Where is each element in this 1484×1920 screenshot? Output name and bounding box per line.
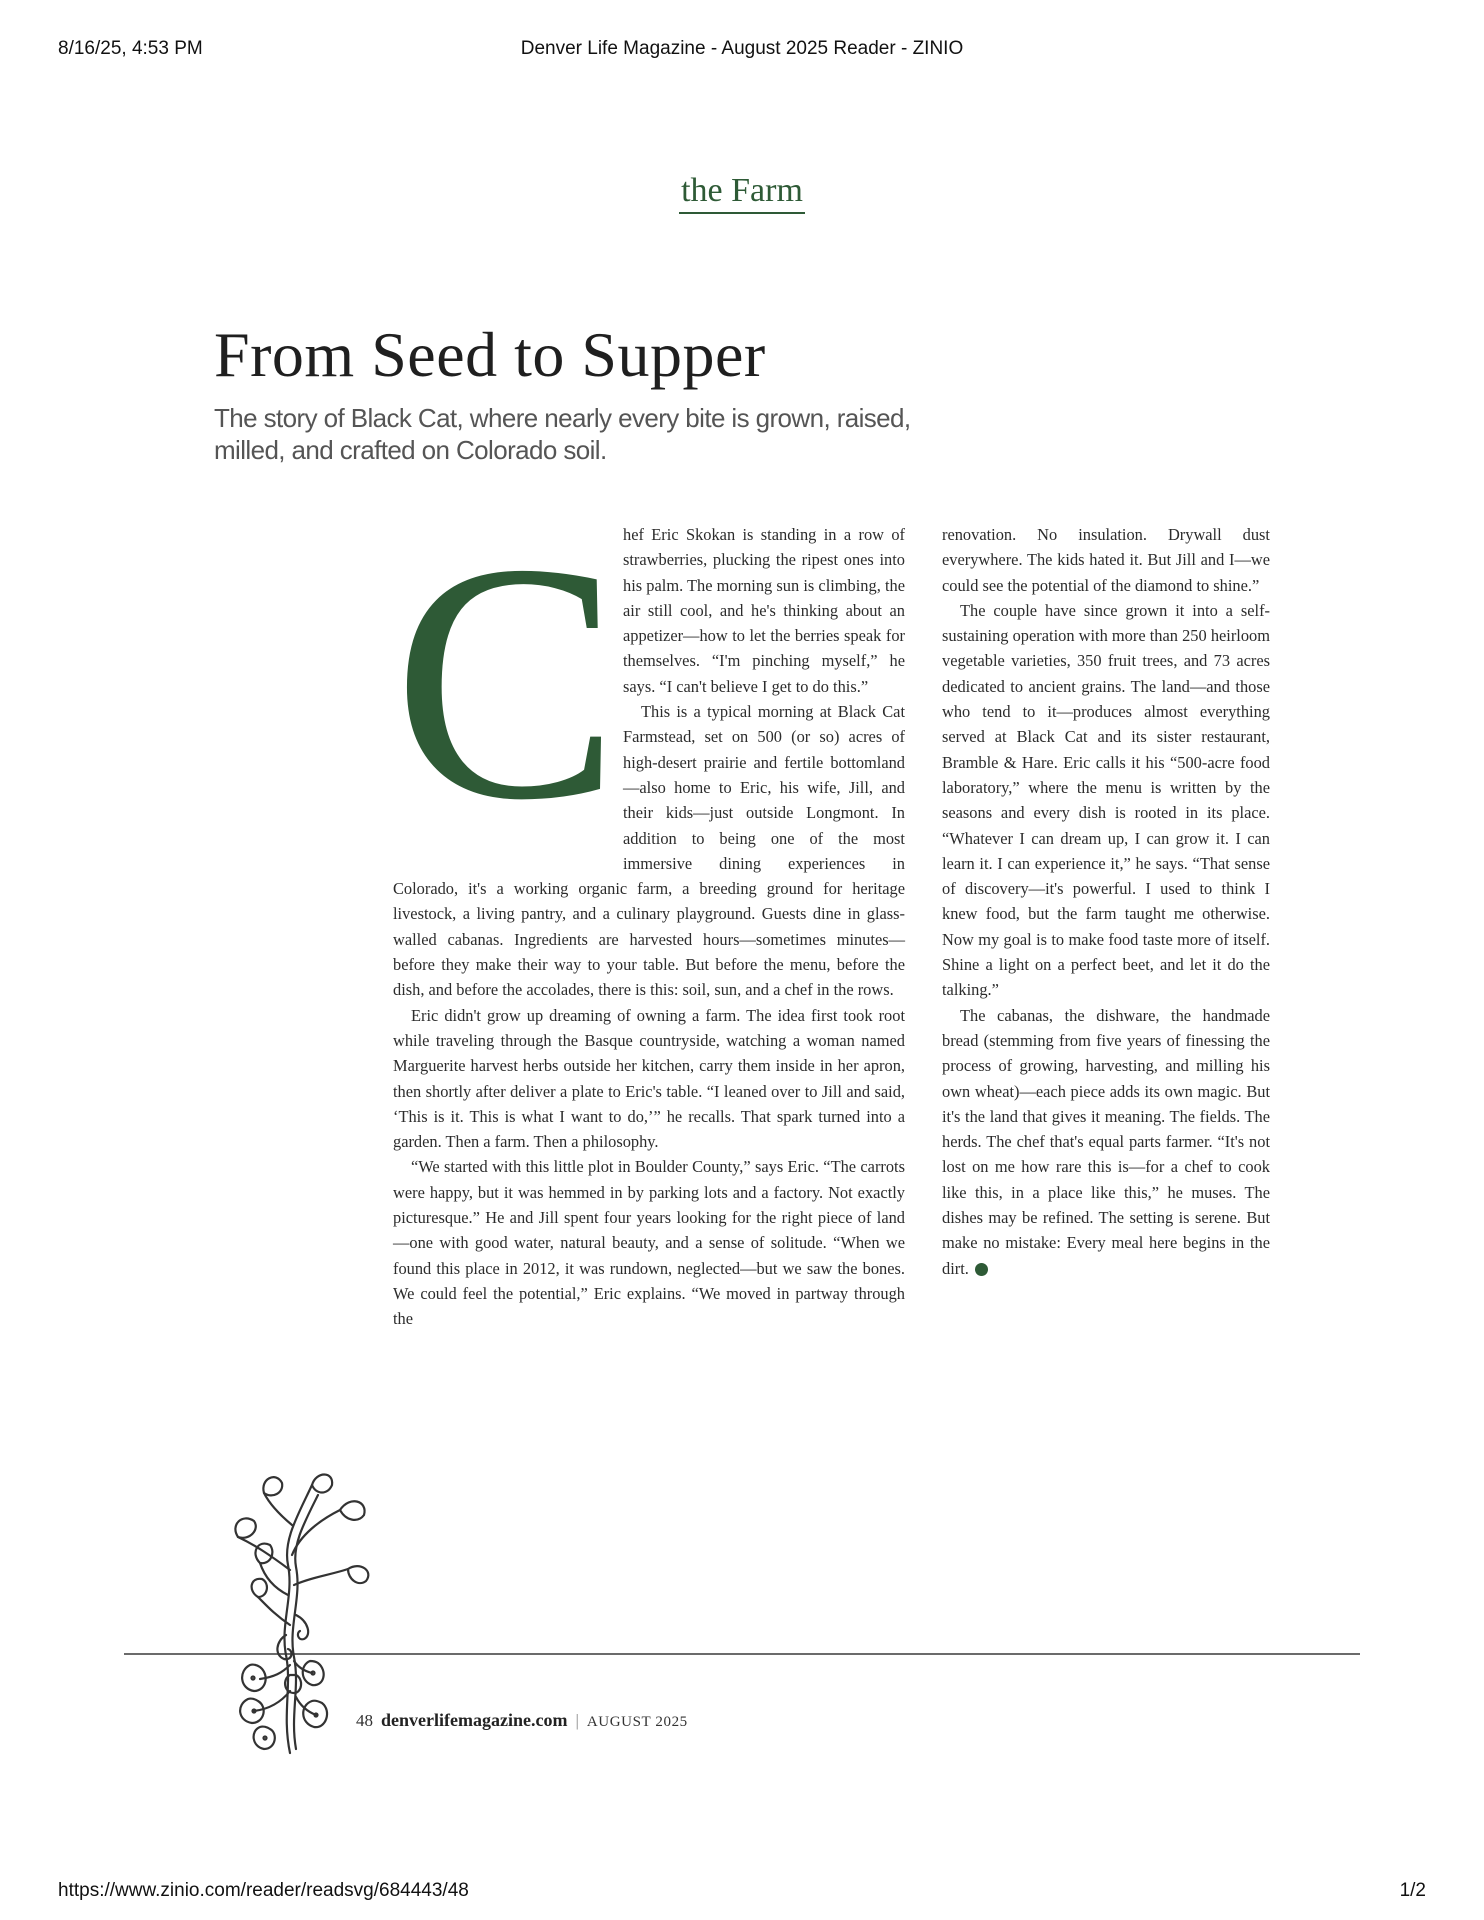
paragraph-final [942, 1003, 1270, 1281]
paragraph: Eric didn't grow up dreaming of owning a farm. The idea first took root while traveling through the Basque countryside, watching a woman named Marguerite harvest herbs outside her kitchen, carry them inside in her apron, then shortly after deliver a plate to Eric's table. “I leaned over to Jill and said, ‘This is it. This is what I want to do,’” he recalls. That spark turned into a garden. Then a farm. Then a philosophy. [393, 1005, 905, 1152]
print-page-title: Denver Life Magazine - August 2025 Reader - ZINIO [520, 38, 964, 59]
folio-separator: | [575, 1711, 579, 1730]
print-page-count: 1/2 [1399, 1880, 1426, 1901]
paragraph-final-text: The cabanas, the dishware, the handmade bread (stemming from five years of finessing the process of growing, harvesting, and milling his own wheat)—each piece adds its own magic. But it's the land that gives it meaning. The fields. The herds. The chef that's equal parts farmer. “It's not lost on me how rare this is—for a chef to cook like this, in a place like this,” he muses. The dishes may be refined. The setting is serene. But make no mistake: Every meal here begins in the dirt. [942, 1005, 1270, 1278]
article-headline: From Seed to Supper [214, 319, 766, 390]
print-footer [0, 1880, 1484, 1906]
print-datetime: 8/16/25, 4:53 PM [58, 38, 203, 59]
end-mark-dot-icon [975, 1263, 988, 1276]
article-dek: The story of Black Cat, where nearly every bite is grown, raised, milled, and crafted on Colorado soil. [214, 403, 911, 465]
print-header [0, 38, 1484, 64]
article-column-right [942, 522, 1270, 1281]
folio-issue: AUGUST 2025 [586, 1714, 688, 1730]
drop-cap [393, 493, 620, 870]
article-column-left [393, 493, 905, 1332]
paragraph: The couple have since grown it into a self-sustaining operation with more than 250 heirloom vegetable varieties, 350 fruit trees, and 73 acres dedicated to ancient grains. The land—and those who tend to it—produces almost everything served at Black Cat and its sister restaurant, Bramble & Hare. Eric calls it his “500-acre food laboratory,” where the menu is written by the seasons and every dish is rooted in its place. “Whatever I can dream up, I can grow it. I can learn it. I can experience it,” he says. “That sense of discovery—it's powerful. I used to think I knew food, but the farm taught me otherwise. Now my goal is to make food taste more of itself. Shine a light on a perfect beet, and let it do the talking.” [942, 600, 1270, 1000]
paragraph: “We started with this little plot in Boulder County,” says Eric. “The carrots were happy, but it was hemmed in by parking lots and a factory. Not exactly picturesque.” He and Jill spent four years looking for the right piece of land—one with good water, natural beauty, and a sense of solitude. “When we found this place in 2012, it was rundown, neglected—but we saw the bones. We could feel the potential,” Eric explains. “We moved in partway through the [393, 1157, 905, 1329]
paragraph: This is a typical morning at Black Cat Farmstead, set on 500 (or so) acres of high-desert prairie and fertile bottomland—also home to Eric, his wife, Jill, and their kids—just outside Longmont. In addition to being one of the most immersive dining experiences in Colorado, it's a working organic farm, a breeding ground for heritage livestock, a living pantry, and a culinary playground. Guests dine in glass-walled cabanas. Ingredients are harvested hours—sometimes minutes—before they make their way to your table. But before the menu, before the dish, and before the accolades, there is this: soil, sun, and a chef in the rows. [393, 702, 905, 1000]
paragraph: hef Eric Skokan is standing in a row of strawberries, plucking the ripest ones into his palm. The morning sun is climbing, the air still cool, and he's thinking about an appetizer—how to let the berries speak for themselves. “I'm pinching myself,” he says. “I can't believe I get to do this.” [623, 525, 905, 696]
folio-site: denverlifemagazine.com [381, 1710, 568, 1730]
paragraph: renovation. No insulation. Drywall dust everywhere. The kids hated it. But Jill and I—we could see the potential of the diamond to shine.” [942, 525, 1270, 595]
section-label-text: the Farm [679, 172, 805, 214]
section-label [0, 172, 1484, 214]
drop-cap-letter: C [393, 493, 620, 870]
page-folio [356, 1710, 688, 1731]
print-url: https://www.zinio.com/reader/readsvg/684443/48 [58, 1880, 469, 1901]
folio-page-number: 48 [356, 1711, 373, 1730]
